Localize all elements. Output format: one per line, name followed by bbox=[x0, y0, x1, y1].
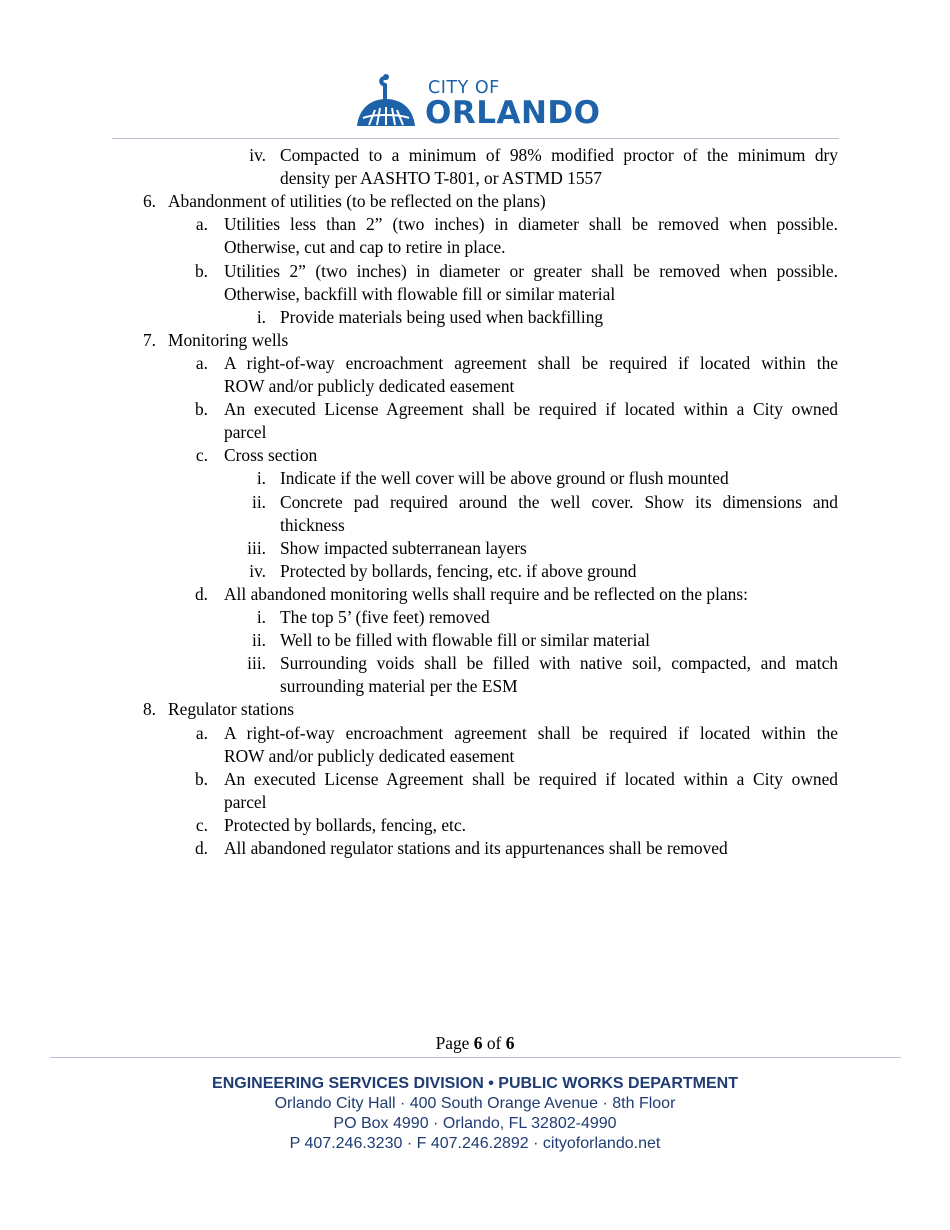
list-item-text: surrounding material per the ESM bbox=[280, 676, 518, 697]
list-item bbox=[0, 283, 950, 306]
list-item bbox=[0, 629, 950, 652]
fountain-dome-icon bbox=[355, 72, 425, 130]
page-current: 6 bbox=[473, 1033, 483, 1053]
list-marker: 7. bbox=[142, 329, 156, 350]
list-item-text: Surrounding voids shall be filled with native soil, compacted, and match bbox=[280, 653, 838, 674]
list-marker: iv. bbox=[249, 560, 266, 581]
list-item bbox=[0, 306, 950, 329]
list-item-text: The top 5’ (five feet) removed bbox=[280, 607, 490, 627]
list-item bbox=[0, 560, 950, 583]
list-item-text: Protected by bollards, fencing, etc. if above ground bbox=[280, 560, 637, 581]
list-item bbox=[0, 260, 950, 283]
page-of: of bbox=[486, 1033, 502, 1053]
list-marker: b. bbox=[194, 768, 208, 789]
list-item bbox=[0, 375, 950, 398]
list-marker: i. bbox=[256, 306, 266, 327]
list-item bbox=[0, 814, 950, 837]
list-item bbox=[0, 745, 950, 768]
list-item bbox=[0, 514, 950, 537]
list-item-text: A right-of-way encroachment agreement shall be required if located within the bbox=[224, 352, 838, 373]
list-item bbox=[0, 467, 950, 490]
list-item-text: Compacted to a minimum of 98% modified proctor of the minimum dry bbox=[280, 145, 838, 165]
footer-address-2: PO Box 4990 · Orlando, FL 32802-4990 bbox=[333, 1115, 617, 1132]
list-item-text: Cross section bbox=[224, 445, 318, 466]
list-item bbox=[0, 329, 950, 352]
list-item-text: parcel bbox=[224, 422, 267, 443]
list-marker: a. bbox=[195, 352, 208, 373]
list-item-text: density per AASHTO T-801, or ASTMD 1557 bbox=[280, 168, 602, 189]
footer-contact: P 407.246.3230 · F 407.246.2892 · cityoforlando.net bbox=[289, 1135, 661, 1152]
list-item bbox=[0, 236, 950, 259]
list-marker: i. bbox=[256, 607, 266, 627]
list-marker: 6. bbox=[142, 191, 156, 212]
list-item-text: All abandoned regulator stations and its appurtenances shall be removed bbox=[224, 838, 728, 858]
list-item-text: Protected by bollards, fencing, etc. bbox=[224, 814, 466, 835]
list-item bbox=[0, 583, 950, 606]
list-marker: c. bbox=[195, 445, 208, 466]
page-total: 6 bbox=[505, 1033, 515, 1053]
list-item-text: Indicate if the well cover will be above ground or flush mounted bbox=[280, 468, 729, 489]
list-item bbox=[0, 167, 950, 190]
list-marker: c. bbox=[195, 814, 208, 835]
list-item bbox=[0, 213, 950, 236]
list-marker: 8. bbox=[142, 699, 156, 720]
list-marker: ii. bbox=[251, 491, 266, 512]
list-item-text: Provide materials being used when backfilling bbox=[280, 306, 604, 327]
footer bbox=[0, 1074, 950, 1154]
list-marker: b. bbox=[194, 399, 208, 420]
list-marker: a. bbox=[195, 722, 208, 743]
logo-orlando-text: ORLANDO bbox=[425, 95, 601, 131]
list-item-text: Well to be filled with flowable fill or similar material bbox=[280, 630, 650, 651]
list-item bbox=[0, 537, 950, 560]
list-item-text: parcel bbox=[224, 791, 267, 812]
list-item bbox=[0, 491, 950, 514]
list-item bbox=[0, 698, 950, 721]
logo-city-of-text: CITY OF bbox=[428, 78, 500, 98]
list-item-text: ROW and/or publicly dedicated easement bbox=[224, 376, 515, 396]
list-marker: d. bbox=[194, 583, 208, 604]
list-item bbox=[0, 444, 950, 467]
list-item bbox=[0, 652, 950, 675]
list-item-text: Concrete pad required around the well cover. Show its dimensions and bbox=[280, 491, 838, 512]
list-marker: ii. bbox=[251, 630, 266, 651]
list-item-text: Monitoring wells bbox=[168, 329, 289, 350]
list-item-text: thickness bbox=[280, 514, 345, 535]
footer-divider bbox=[50, 1057, 901, 1058]
list-item bbox=[0, 398, 950, 421]
list-marker: b. bbox=[194, 260, 208, 281]
list-marker: iv. bbox=[249, 145, 266, 165]
list-marker: iii. bbox=[247, 653, 266, 674]
list-item-text: An executed License Agreement shall be required if located within a City owned bbox=[224, 768, 838, 789]
footer-address-1: Orlando City Hall · 400 South Orange Avenue · 8th Floor bbox=[274, 1095, 676, 1112]
list-item-text: Utilities less than 2” (two inches) in diameter shall be removed when possible. bbox=[224, 214, 838, 235]
list-item bbox=[0, 837, 950, 860]
footer-division: ENGINEERING SERVICES DIVISION • PUBLIC WORKS DEPARTMENT bbox=[212, 1075, 738, 1092]
list-marker: i. bbox=[256, 468, 266, 489]
list-item bbox=[0, 722, 950, 745]
list-item-text: Abandonment of utilities (to be reflected on the plans) bbox=[168, 191, 546, 212]
list-marker: d. bbox=[194, 838, 208, 858]
list-item-text: A right-of-way encroachment agreement shall be required if located within the bbox=[224, 722, 838, 743]
list-item bbox=[0, 421, 950, 444]
list-item-text: Otherwise, backfill with flowable fill or similar material bbox=[224, 283, 616, 304]
page-prefix: Page bbox=[435, 1033, 470, 1053]
list-item-text: An executed License Agreement shall be required if located within a City owned bbox=[224, 399, 838, 420]
list-item bbox=[0, 606, 950, 629]
page-number bbox=[0, 1032, 950, 1055]
list-marker: a. bbox=[195, 214, 208, 235]
list-item bbox=[0, 675, 950, 698]
list-item-text: All abandoned monitoring wells shall require and be reflected on the plans: bbox=[224, 583, 748, 604]
list-item-text: Regulator stations bbox=[168, 699, 295, 720]
header-divider bbox=[112, 138, 839, 139]
list-item bbox=[0, 144, 950, 167]
list-item bbox=[0, 791, 950, 814]
list-item bbox=[0, 190, 950, 213]
list-item bbox=[0, 768, 950, 791]
list-item-text: Otherwise, cut and cap to retire in place. bbox=[224, 237, 506, 258]
list-item-text: Show impacted subterranean layers bbox=[280, 537, 527, 558]
list-item bbox=[0, 352, 950, 375]
list-item-text: ROW and/or publicly dedicated easement bbox=[224, 745, 515, 766]
city-of-orlando-logo bbox=[355, 72, 600, 130]
list-marker: iii. bbox=[247, 537, 266, 558]
list-item-text: Utilities 2” (two inches) in diameter or greater shall be removed when possible. bbox=[224, 260, 838, 281]
